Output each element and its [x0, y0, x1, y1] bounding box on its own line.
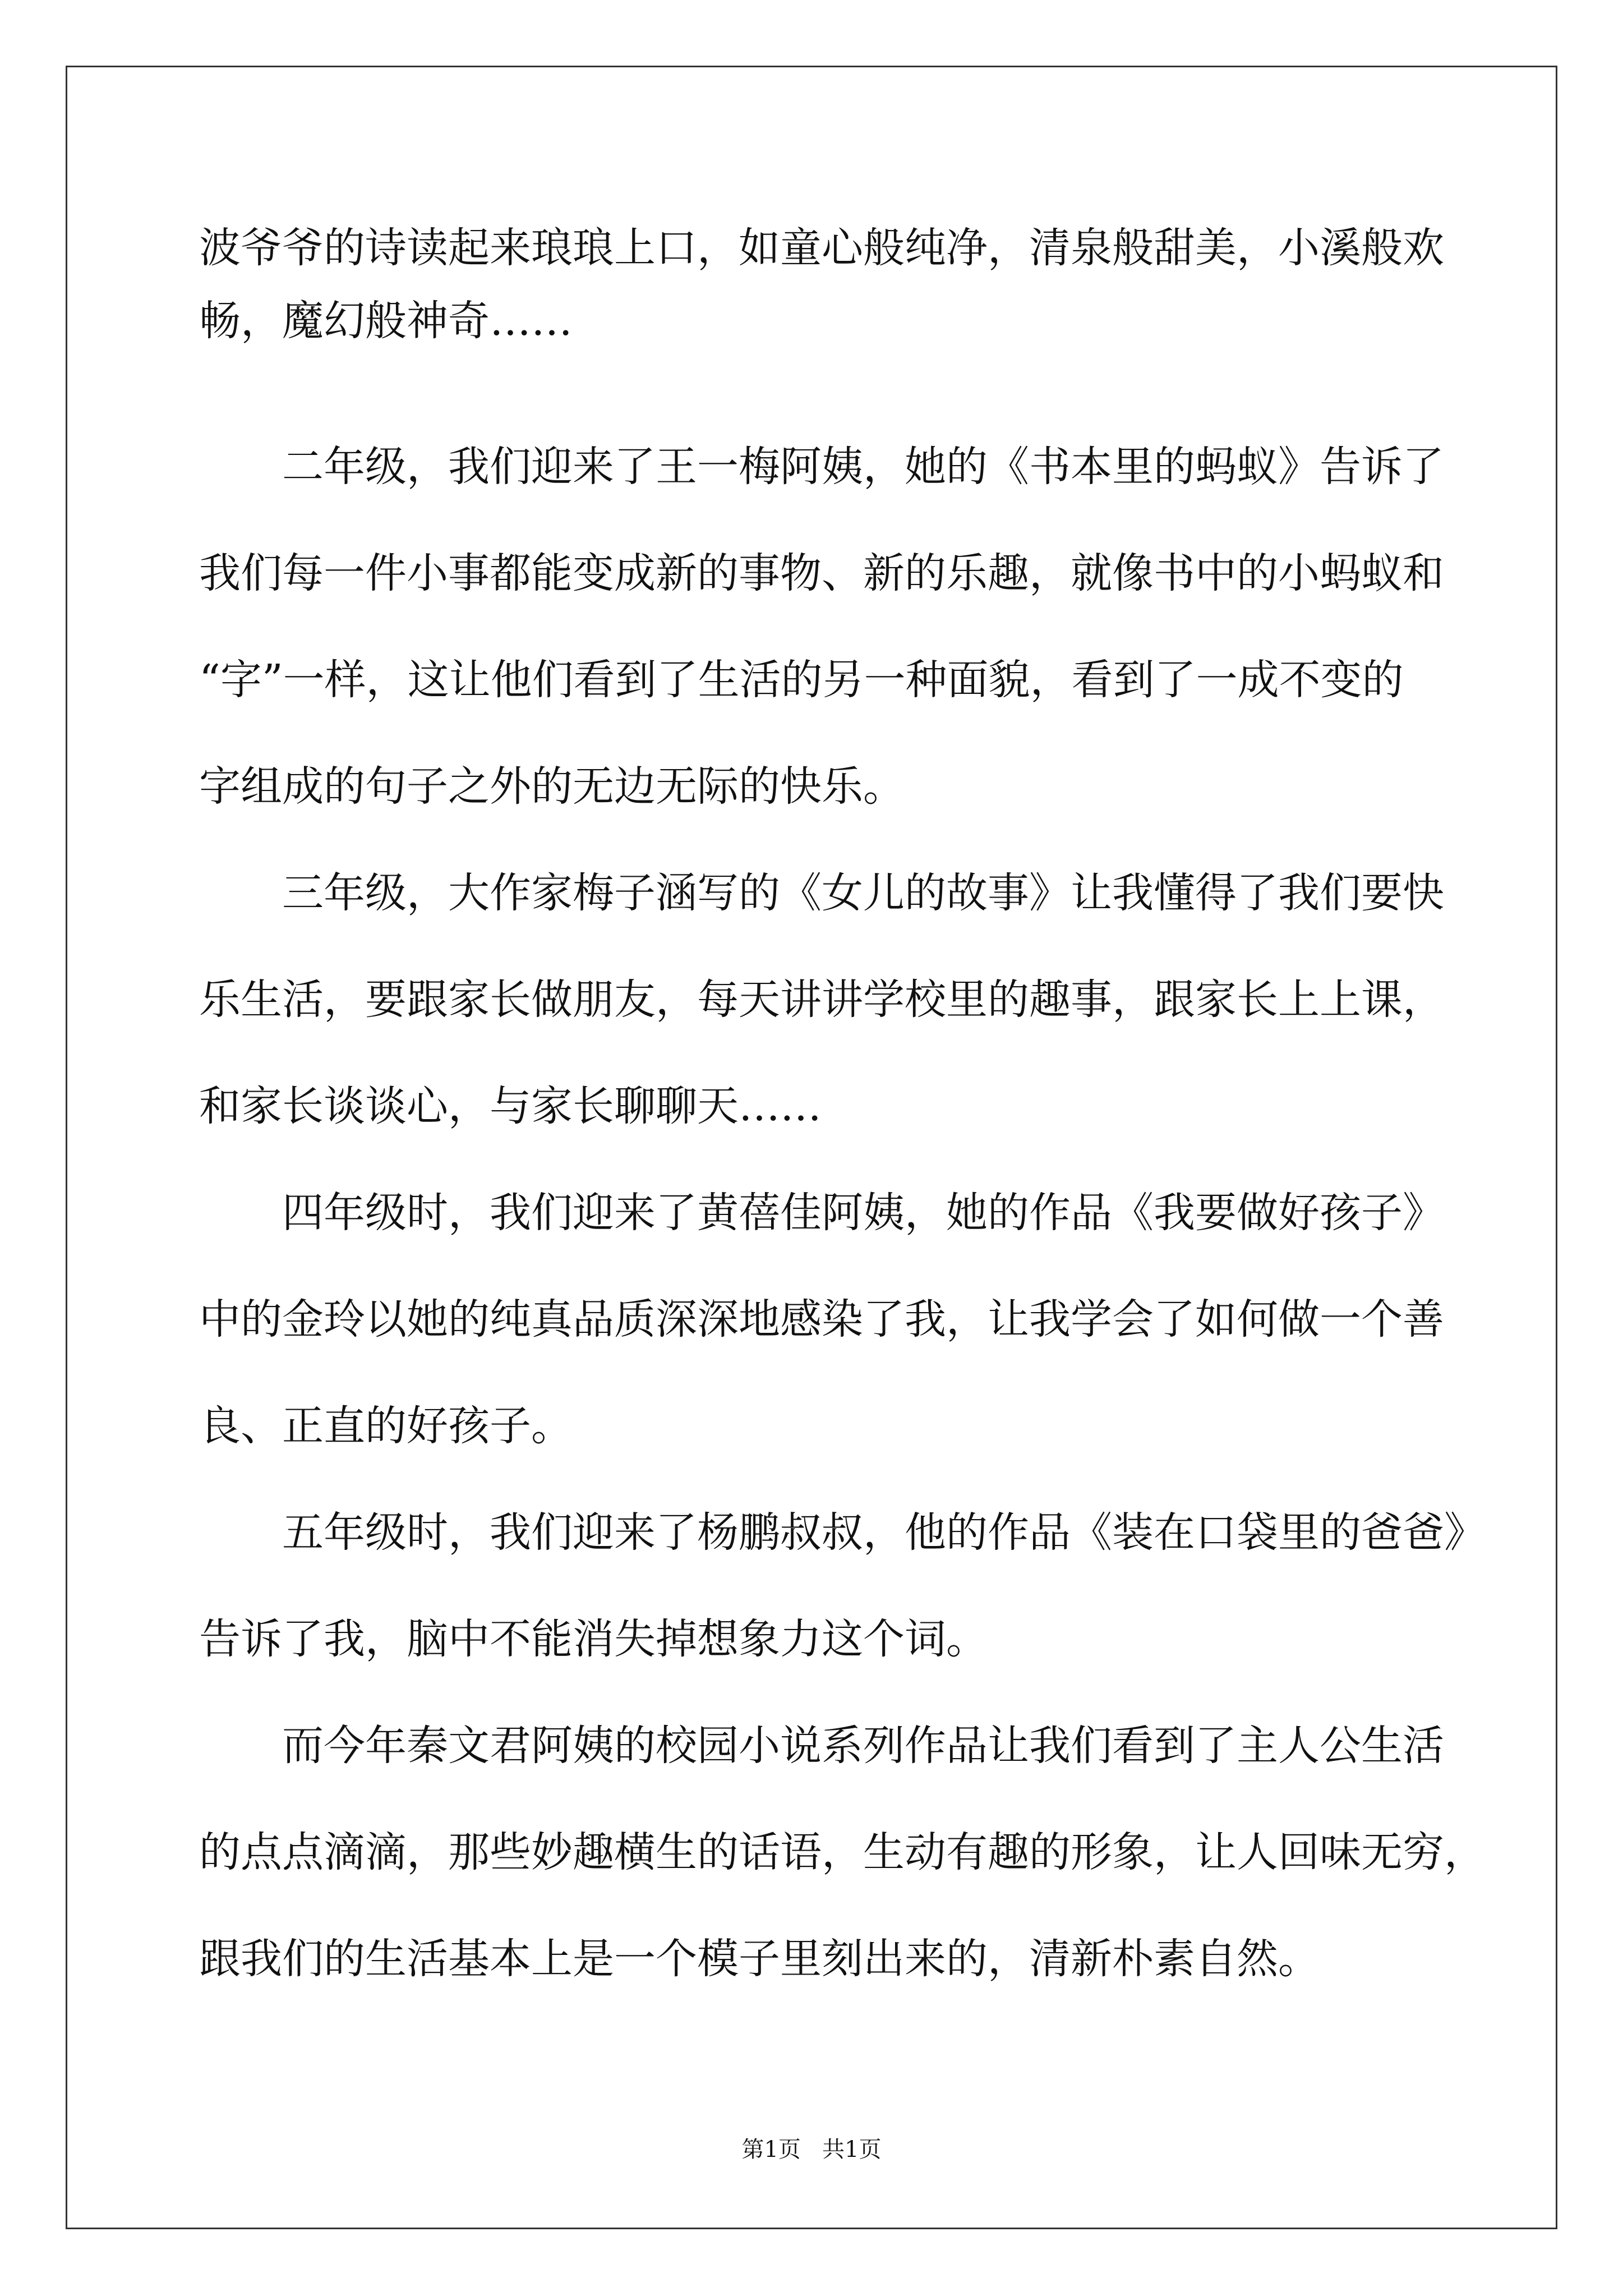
text-line: 良、正直的好孩子。	[199, 1402, 573, 1450]
paragraph-first-line: 五年级时，我们迎来了杨鹏叔叔，他的作品《装在口袋里的爸爸》	[282, 1508, 1486, 1557]
paragraph-first-line: 二年级，我们迎来了王一梅阿姨，她的《书本里的蚂蚁》告诉了	[282, 443, 1444, 491]
text-line: 中的金玲以她的纯真品质深深地感染了我，让我学会了如何做一个善	[199, 1295, 1444, 1343]
page-footer: 第1页 共1页	[741, 2137, 882, 2162]
page-border	[66, 66, 1557, 2229]
text-line: 乐生活，要跟家长做朋友，每天讲讲学校里的趣事，跟家长上上课，	[199, 976, 1444, 1024]
text-line: 告诉了我，脑中不能消失掉想象力这个词。	[199, 1615, 988, 1663]
text-line: 字组成的句子之外的无边无际的快乐。	[199, 762, 905, 811]
text-line: 和家长谈谈心，与家长聊聊天……	[199, 1082, 822, 1130]
text-line: 畅，魔幻般神奇……	[199, 297, 573, 345]
text-line: “字”一样，这让他们看到了生活的另一种面貌，看到了一成不变的	[199, 656, 1404, 704]
text-line: 跟我们的生活基本上是一个模子里刻出来的，清新朴素自然。	[199, 1935, 1320, 1983]
paragraph-first-line: 而今年秦文君阿姨的校园小说系列作品让我们看到了主人公生活	[282, 1722, 1444, 1770]
paragraph-first-line: 四年级时，我们迎来了黄蓓佳阿姨，她的作品《我要做好孩子》	[282, 1189, 1444, 1237]
paragraph-first-line: 三年级，大作家梅子涵写的《女儿的故事》让我懂得了我们要快	[282, 869, 1444, 917]
text-line: 的点点滴滴，那些妙趣横生的话语，生动有趣的形象，让人回味无穷，	[199, 1828, 1486, 1876]
text-line: 我们每一件小事都能变成新的事物、新的乐趣，就像书中的小蚂蚁和	[199, 549, 1444, 597]
text-line: 波爷爷的诗读起来琅琅上口，如童心般纯净，清泉般甜美，小溪般欢	[199, 224, 1444, 272]
